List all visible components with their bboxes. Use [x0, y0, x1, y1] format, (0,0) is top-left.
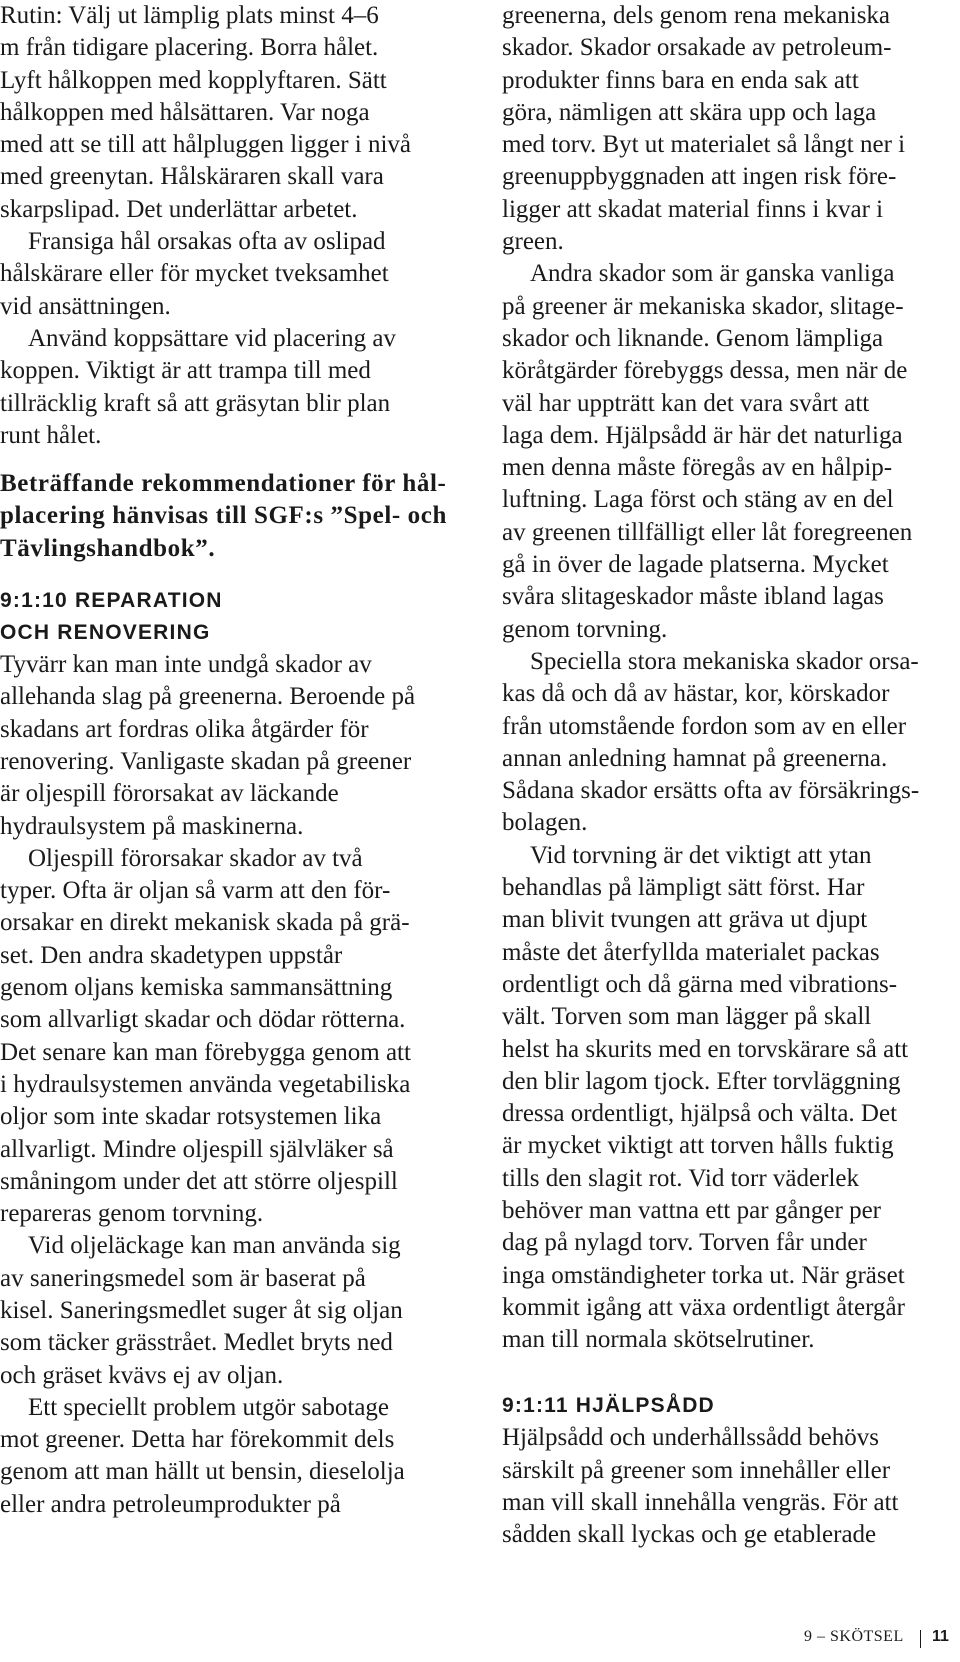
- text-line: med greenytan. Hålskäraren skall vara: [0, 163, 384, 191]
- text-line: oljor som inte skadar rotsystemen lika: [0, 1103, 382, 1131]
- text-line: renovering. Vanligaste skadan på greener: [0, 747, 412, 775]
- text-line: Tävlingshandbok”.: [0, 534, 216, 562]
- text-line: skarpslipad. Det underlättar arbetet.: [0, 195, 358, 223]
- text-line: behöver man vattna ett par gånger per: [502, 1196, 881, 1224]
- text-line: helst ha skurits med en torvskärare så att: [502, 1035, 909, 1063]
- text-line: Speciella stora mekaniska skador orsa-: [530, 647, 919, 675]
- paragraph-cup-setter: [0, 323, 470, 452]
- text-line: orsakar en direkt mekanisk skada på grä-: [0, 909, 410, 937]
- text-line: på greener är mekaniska skador, slitage-: [502, 292, 904, 320]
- section-heading-repair: [0, 585, 470, 649]
- text-line: allvarligt. Mindre oljespill självläker så: [0, 1135, 394, 1163]
- text-line: väl har uppträtt kan det vara svårt att: [502, 389, 870, 417]
- text-line: bolagen.: [502, 809, 588, 837]
- page-footer: [0, 1628, 960, 1656]
- bold-recommendation-note: [0, 468, 470, 565]
- text-line: Lyft hålkoppen med kopplyftaren. Sätt: [0, 66, 387, 94]
- text-line: skadans art fordras olika åtgärder för: [0, 715, 369, 743]
- text-line: set. Den andra skadetypen uppstår: [0, 941, 343, 969]
- heading-line: 9:1:11 HJÄLPSÅDD: [502, 1394, 715, 1418]
- text-line: koppen. Viktigt är att trampa till med: [0, 357, 371, 385]
- text-line: behandlas på lämpligt sätt först. Har: [502, 874, 865, 902]
- text-line: är mycket viktigt att torven hålls fuktig: [502, 1132, 894, 1160]
- text-line: eller andra petroleumprodukter på: [0, 1490, 341, 1518]
- text-line: produkter finns bara en enda sak att: [502, 66, 859, 94]
- text-line: särskilt på greener som innehåller eller: [502, 1456, 891, 1484]
- text-line: av greenen tillfälligt eller låt foregreenen: [502, 518, 913, 546]
- text-line: genom torvning.: [502, 615, 668, 643]
- text-line: ordentligt och då gärna med vibrations-: [502, 970, 898, 998]
- text-line: den blir lagom tjock. Efter torvläggning: [502, 1067, 901, 1095]
- text-line: skador och liknande. Genom lämpliga: [502, 324, 884, 352]
- text-line: Sådana skador ersätts ofta av försäkrings-: [502, 777, 920, 805]
- text-line: mot greener. Detta har förekommit dels: [0, 1426, 395, 1454]
- paragraph-large-damage: [502, 646, 960, 840]
- text-line: man blivit tvungen att gräva ut djupt: [502, 906, 868, 934]
- text-line: Andra skador som är ganska vanliga: [530, 260, 895, 288]
- text-line: Rutin: Välj ut lämplig plats minst 4–6: [0, 2, 379, 29]
- text-line: dressa ordentligt, hjälpså och välta. Det: [502, 1100, 898, 1128]
- text-line: genom oljans kemiska sammansättning: [0, 974, 393, 1002]
- text-line: köråtgärder förebyggs dessa, men när de: [502, 357, 908, 385]
- paragraph-oil-leak: [0, 1230, 470, 1391]
- heading-line: 9:1:10 REPARATION: [0, 589, 223, 613]
- left-column: [0, 0, 470, 1521]
- paragraph-damage-intro: [0, 649, 470, 843]
- paragraph-sabotage: [0, 1392, 470, 1521]
- text-line: som allvarligt skadar och dödar rötterna.: [0, 1006, 406, 1034]
- text-line: annan anledning hamnat på greenerna.: [502, 744, 888, 772]
- text-line: runt hålet.: [0, 421, 102, 449]
- text-line: typer. Ofta är oljan så varm att den för-: [0, 877, 391, 905]
- text-line: Det senare kan man förebygga genom att: [0, 1038, 411, 1066]
- heading-line: OCH RENOVERING: [0, 621, 211, 645]
- right-column: [502, 0, 960, 1552]
- text-line: Fransiga hål orsakas ofta av oslipad: [28, 228, 386, 256]
- text-line: greenuppbyggnaden att ingen risk före-: [502, 163, 897, 191]
- text-line: kas då och då av hästar, kor, körskador: [502, 680, 890, 708]
- text-line: placering hänvisas till SGF:s ”Spel- och: [0, 502, 447, 530]
- text-line: Oljespill förorsakar skador av två: [28, 844, 363, 872]
- text-line: m från tidigare placering. Borra hålet.: [0, 34, 379, 62]
- paragraph-overseeding: [502, 1422, 960, 1551]
- text-line: hålskärare eller för mycket tveksamhet: [0, 260, 389, 288]
- text-line: luftning. Laga först och stäng av en del: [502, 486, 894, 514]
- text-line: sådden skall lyckas och ge etablerade: [502, 1521, 877, 1549]
- page-number: 11: [932, 1628, 949, 1645]
- text-line: och gräset kvävs ej av oljan.: [0, 1361, 284, 1389]
- chapter-label: 9 – SKÖTSEL: [804, 1628, 904, 1645]
- text-line: Använd koppsättare vid placering av: [28, 324, 396, 352]
- text-line: som täcker grässtrået. Medlet bryts ned: [0, 1329, 393, 1357]
- text-line: kisel. Saneringsmedlet suger åt sig oljan: [0, 1296, 403, 1324]
- paragraph-frayed-holes: [0, 226, 470, 323]
- text-line: hålkoppen med hålsättaren. Var noga: [0, 98, 370, 126]
- text-line: från utomstående fordon som av en eller: [502, 712, 907, 740]
- text-line: av saneringsmedel som är baserat på: [0, 1264, 366, 1292]
- text-line: ligger att skadat material finns i kvar i: [502, 195, 884, 223]
- text-line: Tyvärr kan man inte undgå skador av: [0, 651, 372, 679]
- text-line: genom att man hällt ut bensin, dieselolja: [0, 1458, 405, 1486]
- section-heading-overseeding: [502, 1390, 960, 1422]
- text-line: måste det återfyllda materialet packas: [502, 938, 880, 966]
- paragraph-turfing: [502, 840, 960, 1357]
- text-line: tills den slagit rot. Vid torr väderlek: [502, 1164, 859, 1192]
- text-line: Beträffande rekommendationer för hål-: [0, 470, 447, 498]
- text-line: men denna måste föregås av en hålpip-: [502, 454, 893, 482]
- text-line: allehanda slag på greenerna. Beroende på: [0, 683, 416, 711]
- text-line: inga omständigheter torka ut. När gräset: [502, 1261, 905, 1289]
- text-line: vält. Torven som man lägger på skall: [502, 1003, 872, 1031]
- paragraph-routine: [0, 0, 470, 226]
- paragraph-petroleum-damage: [502, 0, 960, 258]
- text-line: gå in över de lagade platserna. Mycket: [502, 551, 889, 579]
- text-line: dag på nylagd torv. Torven får under: [502, 1229, 867, 1257]
- text-line: laga dem. Hjälpsådd är här det naturliga: [502, 421, 903, 449]
- paragraph-oil-spill: [0, 843, 470, 1231]
- text-line: skador. Skador orsakade av petroleum-: [502, 34, 892, 62]
- text-line: svåra slitageskador måste ibland lagas: [502, 583, 884, 611]
- text-line: Ett speciellt problem utgör sabotage: [28, 1393, 390, 1421]
- text-line: green.: [502, 228, 564, 256]
- text-line: med torv. Byt ut materialet så långt ner i: [502, 131, 906, 159]
- text-line: vid ansättningen.: [0, 292, 171, 320]
- text-line: Hjälpsådd och underhållssådd behövs: [502, 1424, 880, 1452]
- paragraph-mechanical-damage: [502, 258, 960, 646]
- text-line: i hydraulsystemen använda vegetabiliska: [0, 1070, 411, 1098]
- text-line: man till normala skötselrutiner.: [502, 1326, 815, 1354]
- text-line: greenerna, dels genom rena mekaniska: [502, 2, 891, 29]
- text-line: med att se till att hålpluggen ligger i nivå: [0, 131, 412, 159]
- footer-divider: [920, 1630, 921, 1648]
- text-line: kommit igång att växa ordentligt återgår: [502, 1293, 905, 1321]
- text-line: Vid torvning är det viktigt att ytan: [530, 841, 872, 869]
- text-line: göra, nämligen att skära upp och laga: [502, 98, 877, 126]
- text-line: repareras genom torvning.: [0, 1200, 264, 1228]
- text-line: tillräcklig kraft så att gräsytan blir plan: [0, 389, 391, 417]
- text-line: småningom under det att större oljespill: [0, 1167, 398, 1195]
- text-line: man vill skall innehålla vengräs. För att: [502, 1489, 899, 1517]
- text-line: Vid oljeläckage kan man använda sig: [28, 1232, 401, 1260]
- text-line: är oljespill förorsakat av läckande: [0, 780, 339, 808]
- text-line: hydraulsystem på maskinerna.: [0, 812, 304, 840]
